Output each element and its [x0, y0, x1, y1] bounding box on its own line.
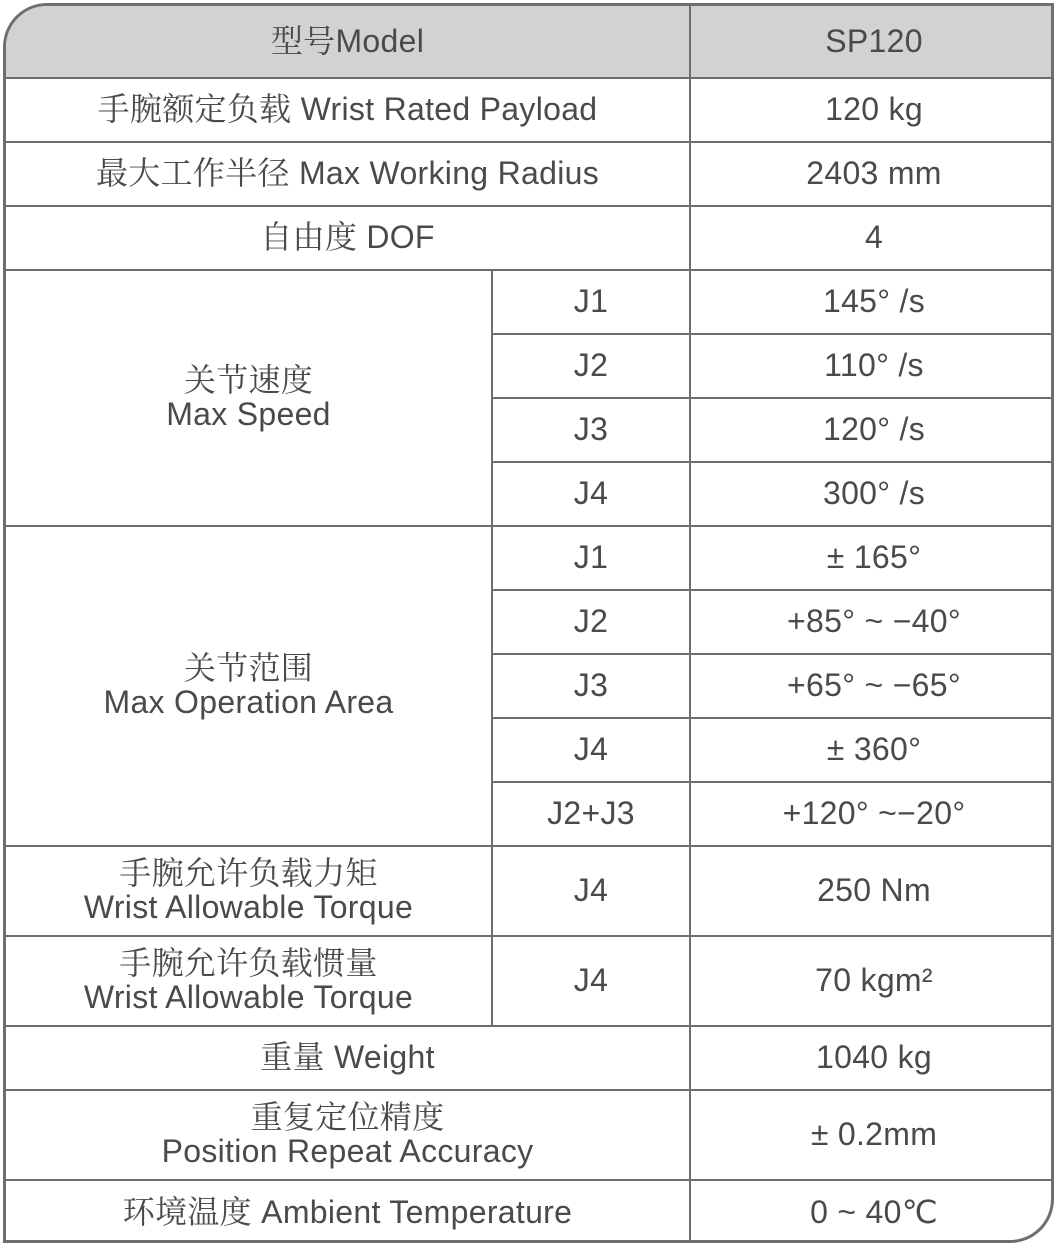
spec-table: [6, 6, 1054, 1243]
torque-label-cn: 手腕允许负载力矩: [119, 855, 378, 892]
header-row: [6, 6, 1054, 78]
table-row: [6, 78, 1054, 142]
radius-label: 最大工作半径 Max Working Radius: [6, 142, 690, 206]
table-row: [6, 526, 1054, 590]
speed-joint: J4: [492, 462, 690, 526]
max-area-label-en: Max Operation Area: [103, 684, 394, 720]
area-value: +85° ~ −40°: [690, 590, 1054, 654]
speed-joint: J3: [492, 398, 690, 462]
torque-joint: J4: [492, 846, 690, 936]
dof-label: 自由度 DOF: [6, 206, 690, 270]
area-joint: J3: [492, 654, 690, 718]
model-name: SP120: [690, 6, 1054, 78]
spec-table-frame: [3, 3, 1054, 1243]
inertia-label: [6, 936, 492, 1026]
speed-value: 110° /s: [690, 334, 1054, 398]
max-speed-label-en: Max Speed: [166, 396, 331, 432]
area-value: ± 360°: [690, 718, 1054, 782]
area-value: ± 165°: [690, 526, 1054, 590]
table-row: [6, 846, 1054, 936]
inertia-value: 70 kgm²: [690, 936, 1054, 1026]
area-joint: J1: [492, 526, 690, 590]
payload-value: 120 kg: [690, 78, 1054, 142]
inertia-joint: J4: [492, 936, 690, 1026]
table-row: [6, 936, 1054, 1026]
max-speed-label: [6, 270, 492, 526]
torque-value: 250 Nm: [690, 846, 1054, 936]
radius-value: 2403 mm: [690, 142, 1054, 206]
payload-label: 手腕额定负载 Wrist Rated Payload: [6, 78, 690, 142]
max-speed-label-cn: 关节速度: [183, 362, 314, 399]
area-joint: J2+J3: [492, 782, 690, 846]
speed-joint: J2: [492, 334, 690, 398]
speed-value: 120° /s: [690, 398, 1054, 462]
weight-value: 1040 kg: [690, 1026, 1054, 1090]
table-row: [6, 1180, 1054, 1243]
torque-label: [6, 846, 492, 936]
max-area-label-cn: 关节范围: [183, 650, 314, 687]
speed-value: 145° /s: [690, 270, 1054, 334]
inertia-label-en: Wrist Allowable Torque: [83, 979, 414, 1015]
repeat-label-cn: 重复定位精度: [250, 1099, 445, 1136]
ambient-value: 0 ~ 40℃: [690, 1180, 1054, 1243]
max-area-label: [6, 526, 492, 846]
repeat-value: ± 0.2mm: [690, 1090, 1054, 1180]
torque-label-en: Wrist Allowable Torque: [83, 889, 414, 925]
ambient-label: 环境温度 Ambient Temperature: [6, 1180, 690, 1243]
area-joint: J4: [492, 718, 690, 782]
area-joint: J2: [492, 590, 690, 654]
area-value: +65° ~ −65°: [690, 654, 1054, 718]
table-row: [6, 206, 1054, 270]
inertia-label-cn: 手腕允许负载惯量: [119, 945, 378, 982]
repeat-label-en: Position Repeat Accuracy: [161, 1133, 534, 1169]
speed-joint: J1: [492, 270, 690, 334]
table-row: [6, 1090, 1054, 1180]
table-row: [6, 1026, 1054, 1090]
header-label: 型号Model: [6, 6, 690, 78]
area-value: +120° ~−20°: [690, 782, 1054, 846]
table-row: [6, 142, 1054, 206]
dof-value: 4: [690, 206, 1054, 270]
speed-value: 300° /s: [690, 462, 1054, 526]
repeat-label: [6, 1090, 690, 1180]
weight-label: 重量 Weight: [6, 1026, 690, 1090]
table-row: [6, 270, 1054, 334]
